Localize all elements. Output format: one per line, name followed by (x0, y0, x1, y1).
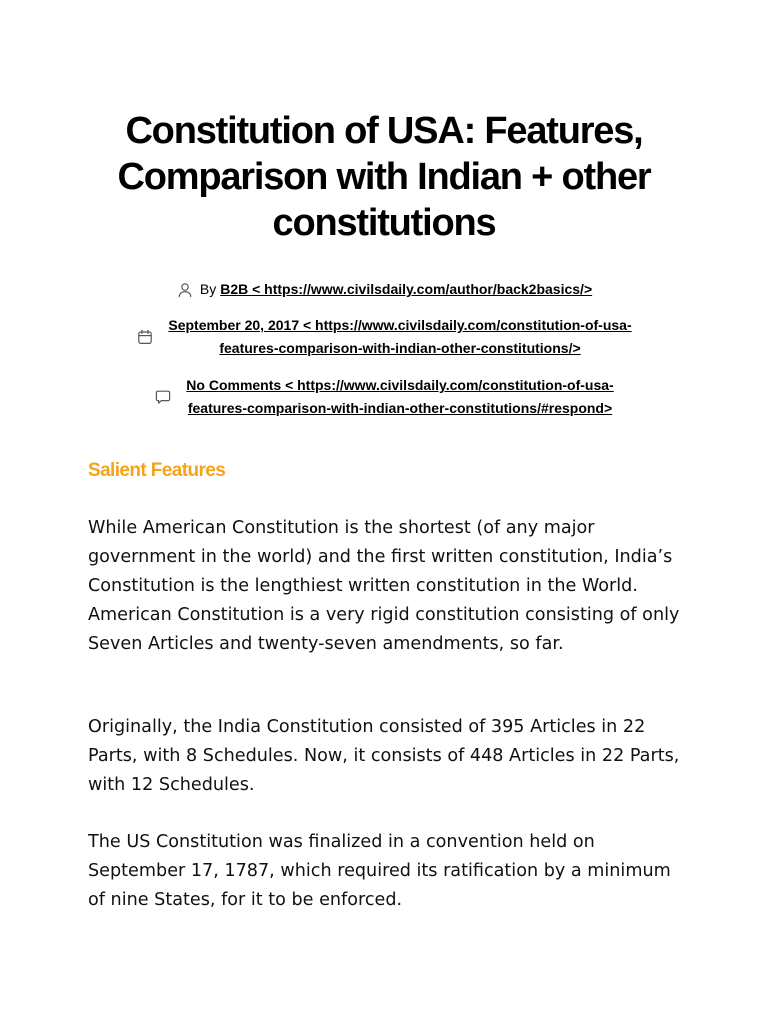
section-heading: Salient Features (88, 460, 226, 481)
author-link[interactable]: B2B < https://www.civilsdaily.com/author/back2basics/> (220, 281, 593, 297)
paragraph: While American Constitution is the shortest (of any major government in the world) and the first written constitution, India’s Constitution is the lengthiest written constitution in the World. American Constitution is a very rigid constitution consisting of only Seven Articles and twenty-seven amendments, so far. (88, 518, 680, 654)
calendar-icon (136, 328, 154, 346)
comments-link[interactable] (186, 377, 613, 416)
paragraph: Originally, the India Constitution consisted of 395 Articles in 22 Parts, with 8 Schedules. Now, it consists of 448 Articles in 22 Parts, with 12 Schedules. (88, 717, 680, 795)
post-author (60, 278, 708, 301)
date-link[interactable] (168, 317, 631, 356)
paragraph: The US Constitution was finalized in a convention held on September 17, 1787, which required its ratification by a minimum of nine States, for it to be enforced. (88, 832, 671, 910)
date-link-line2: features-comparison-with-indian-other-constitutions/> (219, 340, 581, 356)
comments-link-line1: No Comments < https://www.civilsdaily.com/constitution-of-usa- (186, 377, 614, 393)
article-title: Constitution of USA: Features, Comparison with Indian + other constitutions (117, 110, 651, 244)
comments-link-line2: features-comparison-with-indian-other-constitutions/#respond> (187, 400, 613, 416)
post-date (60, 314, 708, 360)
date-link-line1: September 20, 2017 < https://www.civilsdaily.com/constitution-of-usa- (168, 317, 632, 333)
user-icon (176, 281, 194, 299)
comment-icon (154, 388, 172, 406)
post-comments (60, 374, 708, 420)
author-by-label: By (199, 281, 217, 297)
